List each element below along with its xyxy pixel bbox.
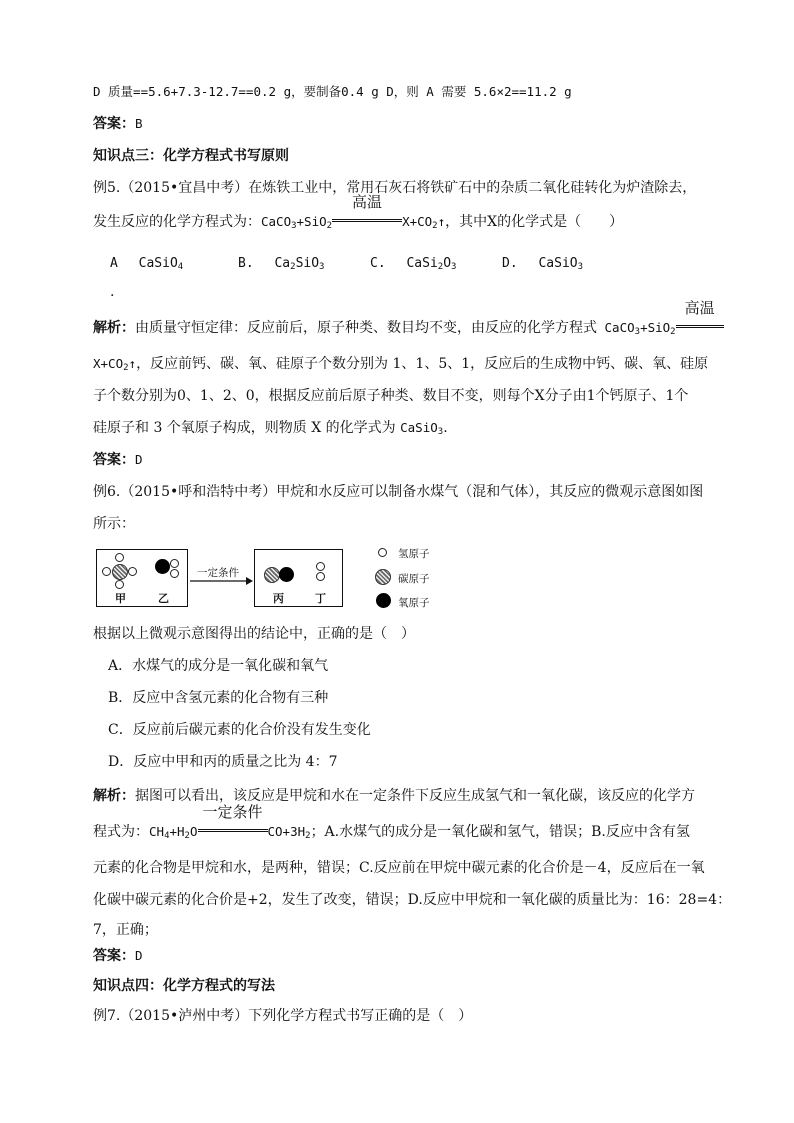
analysis-5-line-4: 硅原子和 3 个氧原子构成，则物质 X 的化学式为 CaSiO$_3$. — [93, 420, 448, 437]
equation-right: $CO+3H_2$ — [267, 824, 311, 841]
equation-left: CaCO$_3$+SiO$_2$ — [597, 320, 676, 337]
legend-oxygen-icon — [376, 593, 391, 608]
ex6-suffix: ；A.水煤气的成分是一氧化碳和氢气，错误；B.反应中含有氢 — [310, 824, 690, 840]
answer-line — [93, 946, 143, 966]
reaction-condition: 高温 — [684, 299, 715, 317]
section-heading-4: 知识点四：化学方程式的写法 — [93, 978, 275, 994]
answer-value: B — [135, 116, 143, 131]
question-6-option-a: A．水煤气的成分是一氧化碳和氧气 — [108, 658, 329, 674]
hydrogen-atom — [128, 567, 137, 576]
carbon-atom — [112, 564, 128, 580]
reaction-arrow — [676, 299, 724, 332]
analysis-6-line-1 — [93, 786, 695, 806]
legend-carbon-icon — [375, 569, 391, 585]
reaction-arrow — [198, 803, 268, 836]
hydrogen-atom — [115, 553, 124, 562]
equation-right: $X+CO_2↑$ — [93, 356, 137, 373]
example-6-line-1: 例6.（2015•呼和浩特中考）甲烷和水反应可以制备水煤气（混和气体），其反应的微观示意图如图 — [93, 484, 704, 500]
hydrogen-atom — [170, 569, 179, 578]
label-jia: 甲 — [115, 592, 126, 605]
answer-value: D — [135, 948, 143, 963]
question-6-option-b: B．反应中含氢元素的化合物有三种 — [108, 690, 329, 706]
analysis-5-line-1 — [93, 299, 724, 338]
hydrogen-atom — [102, 567, 111, 576]
analysis-label: 解析： — [93, 320, 135, 336]
analysis-6-line-2 — [93, 803, 690, 842]
question-6: 根据以上微观示意图得出的结论中，正确的是（ ） — [93, 626, 415, 642]
stray-dot: . — [110, 284, 115, 300]
label-yi: 乙 — [158, 592, 169, 605]
question-6-option-d: D．反应中甲和丙的质量之比为 4：7 — [108, 754, 338, 770]
equation-left: CaCO$_3$+SiO$_2$ — [261, 214, 333, 231]
analysis-label: 解析： — [93, 788, 135, 804]
section-heading-3: 知识点三：化学方程式书写原则 — [93, 148, 289, 164]
answer-label: 答案： — [93, 452, 135, 468]
mass-calc-text: D 质量==5.6+7.3-12.7==0.2 g，要制备0.4 g D，则 A 需要 5.6×2==11.2 g — [93, 84, 572, 99]
ex5-prefix: 发生反应的化学方程式为： — [93, 214, 261, 230]
reaction-arrow — [332, 193, 402, 226]
answer-line — [93, 114, 143, 134]
carbon-atom — [264, 567, 280, 583]
reaction-condition: 高温 — [352, 193, 383, 211]
analysis-6-line-3: 元素的化合物是甲烷和水，是两种，错误；C.反应前在甲烷中碳元素的化合价是－4，反应后在一氧 — [93, 860, 705, 876]
legend-hydrogen-icon — [378, 548, 387, 557]
hydrogen-atom — [170, 559, 179, 568]
analysis-5-line-3: 子个数分别为0、1、2、0，根据反应前后原子种类、数目不变，则每个X分子由1个钙原子、1个 — [93, 388, 689, 404]
legend-oxygen-label: 氧原子 — [398, 597, 430, 609]
example-5-line-2 — [93, 193, 624, 232]
text-line — [93, 82, 572, 102]
oxygen-atom — [279, 567, 294, 582]
ex6-prefix: 程式为： — [93, 824, 149, 840]
ex5-suffix: ，其中X的化学式是（ ） — [445, 214, 624, 230]
option-b: B. $Ca_2SiO_3$ — [238, 256, 325, 272]
analysis-6-line-4: 化碳中碳元素的化合价是+2，发生了改变，错误；D.反应中甲烷和一氧化碳的质量比为：16：28=4： — [93, 892, 732, 908]
analysis-6-line-5: 7，正确； — [93, 922, 158, 938]
hydrogen-atom — [115, 580, 124, 589]
example-5-line-1: 例5.（2015•宜昌中考）在炼铁工业中，常用石灰石将铁矿石中的杂质二氧化硅转化为炉渣除去， — [93, 180, 697, 196]
equation-right: $X+CO_2↑$ — [402, 214, 446, 231]
analysis-text: 由质量守恒定律：反应前后，原子种类、数目均不变，由反应的化学方程式 — [135, 320, 597, 336]
answer-value: D — [135, 452, 143, 467]
option-d: D. CaSiO$_3$ — [502, 256, 584, 272]
equation-left: $CH_4+H_2O$ — [149, 824, 198, 841]
option-a: A CaSiO$_4$ — [110, 256, 184, 272]
analysis-5-line-2: $X+CO_2↑$，反应前钙、碳、氧、硅原子个数分别为 1、1、5、1，反应后的生成物中钙、碳、氧、硅原 — [93, 356, 709, 373]
answer-line — [93, 450, 143, 470]
oxygen-atom — [155, 559, 170, 574]
answer-label: 答案： — [93, 116, 135, 132]
question-6-option-c: C．反应前后碳元素的化合价没有发生变化 — [108, 722, 371, 738]
legend-carbon-label: 碳原子 — [398, 573, 430, 585]
legend-hydrogen-label: 氢原子 — [398, 548, 430, 560]
hydrogen-atom — [316, 562, 325, 571]
option-c: C. $CaSi_2O_3$ — [370, 256, 457, 272]
label-bing: 丙 — [273, 592, 284, 605]
label-ding: 丁 — [315, 592, 326, 605]
diagram-condition: 一定条件 — [197, 567, 239, 579]
analysis-text: 据图可以看出，该反应是甲烷和水在一定条件下反应生成氢气和一氧化碳，该反应的化学方 — [135, 788, 695, 804]
reaction-condition: 一定条件 — [202, 803, 263, 821]
answer-label: 答案： — [93, 948, 135, 964]
reactants-box — [96, 549, 188, 607]
hydrogen-atom — [316, 572, 325, 581]
example-6-line-2: 所示： — [93, 516, 135, 532]
products-box — [254, 549, 343, 607]
example-7: 例7.（2015•泸州中考）下列化学方程式书写正确的是（ ） — [93, 1008, 473, 1024]
